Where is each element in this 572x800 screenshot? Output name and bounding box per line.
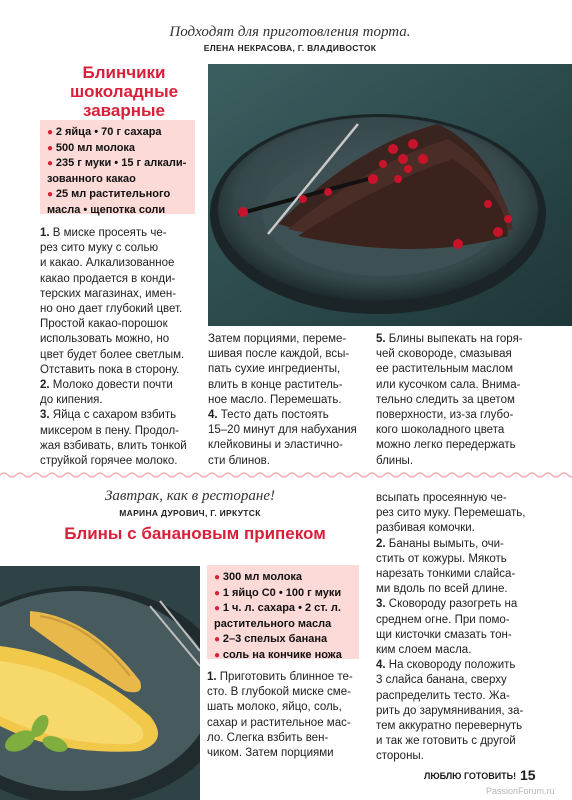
bullet-icon: ● [214, 603, 223, 614]
step-line: всыпать просеянную че- [376, 492, 507, 504]
step-line: тельно следить за цветом [376, 393, 515, 406]
recipe1-ingredients [40, 120, 195, 214]
chocolate-crepes-photo [208, 64, 572, 326]
step-line: ло. Слегка взбить вен- [207, 731, 329, 744]
step-line: шивая после каждой, всы- [208, 348, 350, 361]
step-line: блины. [376, 454, 414, 467]
recipe2-ingredients [207, 565, 359, 659]
step-line: 5. Блины выпекать на горя- [376, 333, 523, 345]
step-line: клейковины и эластично- [208, 439, 343, 452]
bullet-icon: ● [214, 572, 223, 583]
ingredient-line: ● 500 мл молока [47, 141, 136, 154]
step-line: 4. Тесто дать постоять [208, 409, 329, 422]
step-line: и какао. Алкализованное [40, 257, 175, 270]
step-line: 15–20 минут для набухания [208, 424, 357, 437]
bullet-icon: ● [214, 634, 223, 645]
step-line: 2. Бананы вымыть, очи- [376, 537, 504, 550]
step-line: 4. На сковороду положить [376, 659, 516, 672]
ingredient-line: ● 1 ч. л. сахара • 2 ст. л. [214, 602, 341, 614]
step-line: терских магазинах, имен- [40, 287, 177, 300]
ingredient-line: ● 2 яйца • 70 г сахара [47, 126, 162, 138]
step-line: щи кисточки смазать тон- [376, 628, 512, 641]
step-line: можно легко передержать [376, 439, 516, 452]
bullet-icon: ● [214, 587, 223, 599]
step-line: чиком. Затем порциями [207, 747, 334, 760]
step-line: цвет будет более светлым. [40, 348, 185, 361]
step-line: рез сито муку с солью [40, 242, 159, 255]
step-line: среднем огне. При помо- [376, 613, 510, 626]
step-line: сто. В глубокой миске сме- [207, 686, 351, 699]
bullet-icon: ● [47, 189, 56, 200]
step-line: Отставить пока в сторону. [40, 363, 180, 376]
step-line: ное масло. Перемешать. [208, 393, 342, 406]
step-line: влить в конце раститель- [208, 378, 343, 391]
step-line: поверхности, из-за глубо- [376, 409, 514, 422]
recipe1-steps-column3 [376, 332, 536, 469]
magazine-name: ЛЮБЛЮ ГОТОВИТЬ! [424, 771, 517, 781]
page-number: 15 [520, 767, 536, 783]
bullet-icon: ● [47, 142, 56, 154]
step-line: чей сковороде, смазывая [376, 348, 512, 361]
bullet-icon: ● [47, 127, 56, 138]
step-line: струйкой горячее молоко. [40, 455, 178, 468]
step-line: сти блинов. [208, 454, 270, 467]
recipe2-steps-column1 [207, 670, 369, 761]
ingredient-line: зованного какао [47, 172, 136, 185]
recipe1-author: ЕЛЕНА НЕКРАСОВА, Г. ВЛАДИВОСТОК [203, 43, 377, 53]
ingredient-line: ● 2–3 спелых банана [214, 633, 328, 645]
step-line: Простой какао-порошок [40, 318, 168, 331]
step-line: ми вдоль по всей длине. [376, 583, 508, 596]
step-line: но оно дает глубокий цвет. [40, 303, 183, 316]
ingredient-line: растительного масла [214, 617, 332, 630]
recipe1-title-line: заварные [83, 101, 165, 120]
recipe2-title: Блины с банановым припеком [64, 524, 326, 543]
recipe1-title [40, 63, 208, 120]
step-line: стить от кожуры. Мякоть [376, 552, 507, 565]
step-line: 1. Приготовить блинное те- [207, 671, 353, 683]
step-line: или кусочком сала. Внима- [376, 378, 521, 391]
step-line: 3. Яйца с сахаром взбить [40, 409, 177, 422]
banana-crepes-photo [0, 566, 200, 800]
step-line: жая взбивать, влить тонкой [40, 439, 187, 452]
ingredient-line: ● 235 г муки • 15 г алкали- [47, 157, 187, 169]
step-line: 1. В миске просеять че- [40, 227, 167, 239]
step-line: 3 слайса банана, сверху [376, 674, 507, 687]
step-line: сахар и растительное мас- [207, 716, 351, 729]
step-line: нарезать тонкими слайса- [376, 568, 516, 581]
step-line: разбивая комочки. [376, 522, 475, 535]
step-line: стороны. [376, 750, 424, 763]
step-line: распределить тесто. Жа- [376, 689, 510, 702]
recipe2-tagline: Завтрак, как в ресторане! [104, 488, 275, 504]
ingredient-line: масла • щепотка соли [47, 203, 166, 216]
step-line: и так же готовить с другой [376, 735, 516, 748]
section-divider [0, 470, 572, 480]
recipe1-steps-column1 [40, 226, 202, 469]
ingredient-line: ● 300 мл молока [214, 571, 303, 583]
step-line: 2. Молоко довести почти [40, 379, 173, 392]
step-line: рез сито муку. Перемешать, [376, 507, 526, 520]
recipe1-tagline: Подходят для приготовления торта. [169, 24, 411, 40]
recipe1-title-line: Блинчики [82, 63, 166, 82]
ingredient-line: ● 25 мл растительного [47, 188, 171, 200]
step-line: рить до зарумянивания, за- [376, 704, 524, 717]
recipe1-title-line: шоколадные [69, 82, 179, 101]
step-line: Затем порциями, переме- [208, 333, 347, 345]
ingredient-line: ● соль на кончике ножа [214, 648, 342, 661]
recipe1-steps-column2 [208, 332, 368, 469]
step-line: шать молоко, яйцо, соль, [207, 701, 342, 714]
step-line: кого шоколадного цвета [376, 424, 505, 437]
step-line: использовать можно, но [40, 333, 170, 346]
watermark: PassionForum.ru [486, 786, 555, 796]
step-line: до кипения. [40, 394, 103, 407]
step-line: миксером в пену. Продол- [40, 424, 179, 437]
recipe2-author: МАРИНА ДУРОВИЧ, Г. ИРКУТСК [119, 508, 261, 518]
step-line: пать сухие ингредиенты, [208, 363, 341, 376]
step-line: ким слоем масла. [376, 644, 472, 657]
bullet-icon: ● [214, 649, 223, 661]
bullet-icon: ● [47, 158, 56, 169]
step-line: тем аккуратно перевернуть [376, 720, 523, 733]
step-line: 3. Сковороду разогреть на [376, 598, 518, 611]
recipe2-steps-column2 [376, 491, 538, 765]
ingredient-line: ● 1 яйцо С0 • 100 г муки [214, 586, 342, 599]
step-line: ее растительным маслом [376, 363, 513, 376]
step-line: какао продается в конди- [40, 272, 176, 285]
